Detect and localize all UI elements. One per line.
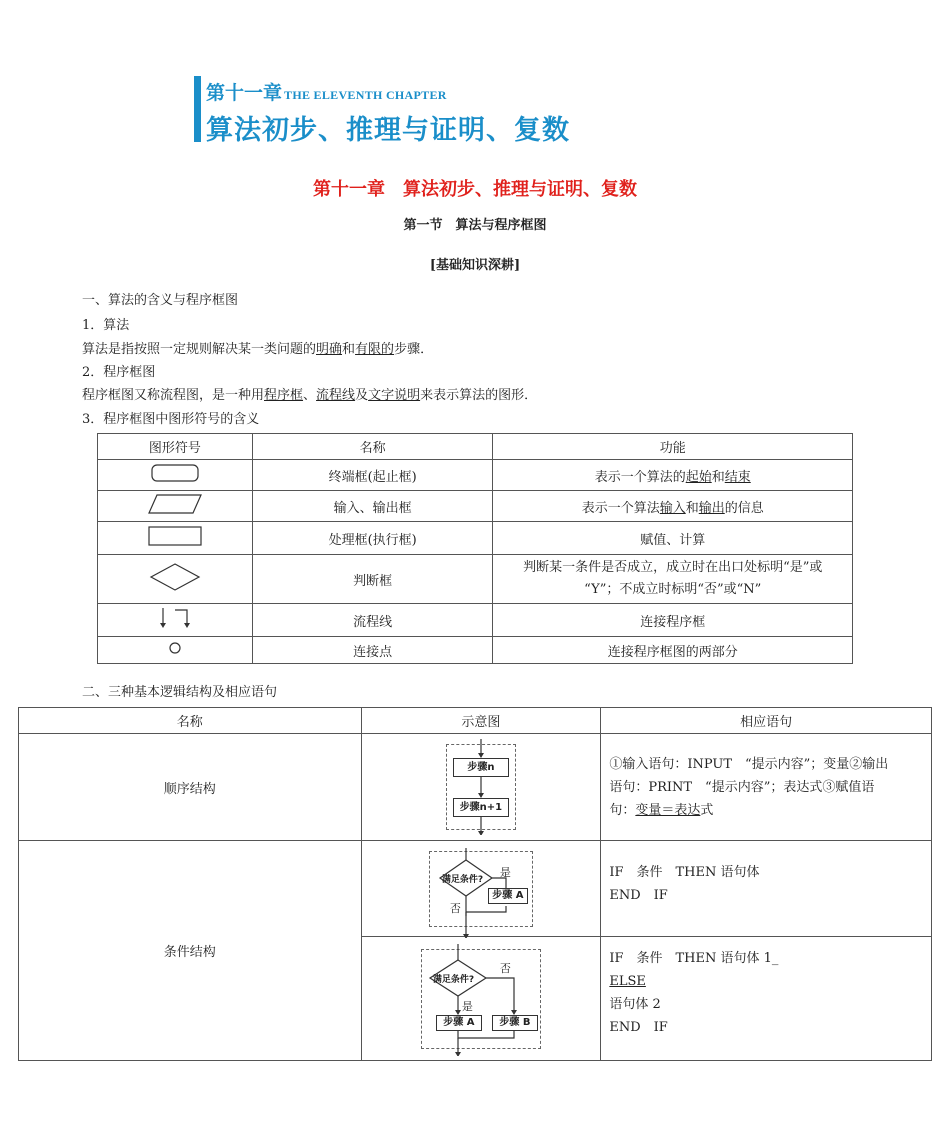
logic-structure-table [18,707,932,1061]
text-span: 和 [685,500,699,516]
text-span: 表示一个算法 [581,500,660,516]
text-span: 的信息 [724,500,764,516]
step-n-box: 步骤n [453,758,509,777]
structure-name-cell: 条件结构 [19,841,362,1061]
sequence-arrows [447,739,515,835]
chapter-cn: 第十一章 [206,82,283,104]
table-row [98,460,853,491]
statement-cell [601,841,932,937]
func-cell: 连接程序框图的两部分 [493,637,853,664]
statement-line [609,970,923,993]
name-cell: 流程线 [252,604,493,637]
func-cell [493,555,853,604]
step-n1-box: 步骤n+1 [453,798,509,817]
table-header-row [98,434,853,460]
table-row [98,637,853,664]
connector-circle-icon [168,641,182,655]
if-else-flowchart [421,949,541,1049]
underlined-term: 起始 [685,469,712,485]
underlined-term: 有限的 [355,342,395,357]
header-cell: 功能 [493,434,853,460]
func-cell: 连接程序框 [493,604,853,637]
section-title: 第一节 算法与程序框图 [403,218,547,233]
step-a-box: 步骤 A [436,1015,482,1031]
func-cell [493,491,853,522]
statement-line: ①输入语句：INPUT “提示内容”；变量②输出 [609,756,889,772]
if-else-lines [422,944,540,1056]
io-parallelogram-icon [147,493,203,515]
no-label: 否 [499,961,511,975]
part2-heading: 二、三种基本逻辑结构及相应语句 [82,685,278,700]
underlined-term: ELSE [609,974,646,989]
no-label: 否 [449,901,461,915]
diagram-cell [361,841,601,937]
header-accent-bar [194,76,201,142]
condition-label: 满足条件? [441,874,484,885]
header-cell: 相应语句 [601,708,932,734]
flow-line-icon [155,606,195,630]
name-cell: 处理框(执行框) [252,522,493,555]
diagram-cell [361,937,601,1061]
name-cell: 连接点 [252,637,493,664]
statement-line: END IF [609,1020,668,1035]
terminal-symbol-icon [150,463,200,483]
text-span: 和 [342,342,356,357]
func-line: “Y”；不成立时标明“否”或“N” [584,582,762,597]
step-b-box: 步骤 B [492,1015,538,1031]
table-header-row [19,708,932,734]
step-a-box: 步骤 A [488,888,528,904]
text-span: 算法是指按照一定规则解决某一类问题的 [82,342,317,357]
table-row [98,555,853,604]
statement-line: END IF [609,888,668,903]
text-span: 句： [609,802,636,818]
yes-label: 是 [461,999,473,1013]
underlined-term: 结束 [724,469,751,485]
statement-line: 语句：PRINT “提示内容”；表达式③赋值语 [609,779,875,795]
text-span: 、 [303,388,317,403]
diagram-cell [361,734,601,841]
text-span: 表示一个算法的 [594,469,686,485]
func-cell [493,460,853,491]
name-cell: 终端框(起止框) [252,460,493,491]
symbol-cell [98,604,253,637]
underlined-term: 程序框 [264,388,304,403]
structure-name-cell: 顺序结构 [19,734,362,841]
yes-label: 是 [499,865,511,879]
chapter-header [194,74,614,144]
part1-heading: 一、算法的含义与程序框图 [82,293,239,308]
statement-line [609,799,923,822]
statement-cell [601,734,932,841]
underlined-term: 明确 [316,342,343,357]
underlined-term: 输出 [698,500,725,516]
chapter-title: 算法初步、推理与证明、复数 [206,115,570,146]
item1-text [82,340,433,360]
text-span: 步骤． [394,342,434,357]
statement-cell [601,937,932,1061]
table-row [98,604,853,637]
chapter-en: THE ELEVENTH CHAPTER [284,88,447,102]
item2-text [82,386,537,406]
item3-heading: 3．程序框图中图形符号的含义 [82,412,260,427]
symbol-cell [98,522,253,555]
statement-line: IF 条件 THEN 语句体 [609,865,760,880]
main-title: 第十一章 算法初步、推理与证明、复数 [313,179,637,200]
table-row [19,841,932,937]
text-span: 来表示算法的图形． [420,388,538,403]
condition-label: 满足条件? [432,974,475,985]
sequence-flowchart [446,744,516,830]
text-span: 式 [700,802,714,818]
name-cell: 输入、输出框 [252,491,493,522]
header-cell: 名称 [252,434,493,460]
header-cell: 名称 [19,708,362,734]
underlined-term: 变量＝表达 [635,802,701,818]
if-flowchart [429,851,533,927]
table-row [19,734,932,841]
header-cell: 图形符号 [98,434,253,460]
process-rect-icon [147,525,203,547]
func-line: 判断某一条件是否成立，成立时在出口处标明“是”或 [523,560,823,575]
symbol-table [97,433,853,664]
symbol-cell [98,555,253,604]
item2-heading: 2．程序框图 [82,365,156,380]
table-row [98,491,853,522]
symbol-cell [98,491,253,522]
item1-heading: 1．算法 [82,318,130,333]
section-subtitle: [基础知识深耕] [429,258,521,273]
underlined-term: 文字说明 [368,388,421,403]
text-span: 程序框图又称流程图，是一种用 [82,388,265,403]
symbol-cell [98,460,253,491]
name-cell: 判断框 [252,555,493,604]
text-span: 和 [711,469,725,485]
statement-line: 语句体 2 [609,997,661,1012]
header-cell: 示意图 [361,708,601,734]
table-row [98,522,853,555]
text-span: 及 [355,388,369,403]
decision-diamond-icon [149,562,201,592]
func-cell: 赋值、计算 [493,522,853,555]
chapter-label [206,78,447,105]
underlined-term: 流程线 [316,388,356,403]
statement-line: IF 条件 THEN 语句体 1_ [609,951,779,966]
underlined-term: 输入 [659,500,686,516]
symbol-cell [98,637,253,664]
